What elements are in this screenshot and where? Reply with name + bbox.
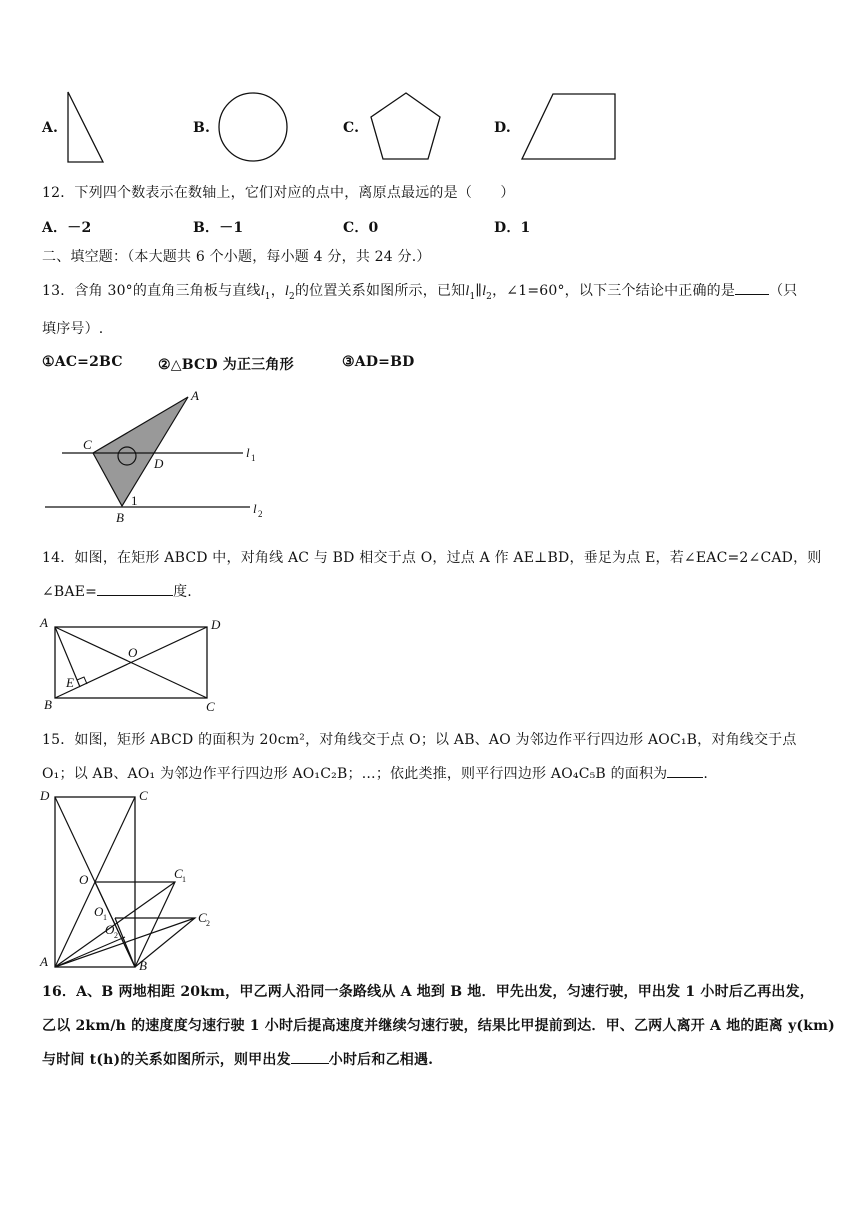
line-l1-symbol: l <box>260 284 265 299</box>
l1-subscript-2: 1 <box>469 291 476 302</box>
label-D: D <box>211 617 221 632</box>
q13-text-part-3: ，∠1=60°，以下三个结论中正确的是 <box>492 283 736 299</box>
label-D: D <box>154 456 164 471</box>
line-l1-symbol-2: l <box>465 284 470 299</box>
question-12-option-a: A．－2 <box>42 220 92 236</box>
label-C2-sub: 2 <box>206 919 210 928</box>
question-12-option-d: D．1 <box>494 220 531 236</box>
answer-blank-16[interactable] <box>291 1051 329 1064</box>
question-12-option-c: C．0 <box>343 220 379 236</box>
q16-text-end: 小时后和乙相遇. <box>328 1052 434 1068</box>
label-l1: l <box>246 445 250 460</box>
option-d-label: D. <box>494 120 511 136</box>
label-C: C <box>206 699 215 714</box>
label-B: B <box>139 958 147 973</box>
q13-comma: ， <box>270 283 285 299</box>
conclusion-3: ③AD=BD <box>342 354 415 370</box>
label-D: D <box>40 788 50 803</box>
conclusion-2: ②△BCD 为正三角形 <box>158 357 294 373</box>
question-12-option-b: B．－1 <box>193 220 244 236</box>
label-1: 1 <box>131 493 138 508</box>
option-c-label: C. <box>343 120 360 136</box>
question-16-line-2: 乙以 2km/h 的速度度匀速行驶 1 小时后提高速度并继续匀速行驶，结果比甲提前到达．甲、乙两人离开 A 地的距离 y(km) <box>42 1018 835 1034</box>
label-E: E <box>66 675 74 690</box>
q14-angle-text: ∠BAE= <box>42 584 98 600</box>
label-O: O <box>128 645 138 660</box>
question-12-stem: 12．下列四个数表示在数轴上，它们对应的点中，离原点最远的是（ ） <box>42 185 515 201</box>
l1-subscript: 1 <box>264 291 271 302</box>
label-O2: O <box>105 922 115 937</box>
label-O1-sub: 1 <box>103 913 107 922</box>
conclusion-1: ①AC=2BC <box>42 354 123 370</box>
question-14-line-1: 14．如图，在矩形 ABCD 中，对角线 AC 与 BD 相交于点 O，过点 A 作 AE⊥BD，垂足为点 E，若∠EAC=2∠CAD，则 <box>42 550 822 566</box>
question-16-line-1: 16．A、B 两地相距 20km，甲乙两人沿同一条路线从 A 地到 B 地．甲先出发，匀速行驶，甲出发 1 小时后乙再出发， <box>42 984 814 1000</box>
question-13-line-2: 填序号）. <box>42 321 104 337</box>
q16-text: 与时间 t(h)的关系如图所示，则甲出发 <box>42 1052 291 1068</box>
section-2-title: 二、填空题：（本大题共 6 个小题，每小题 4 分，共 24 分.） <box>42 249 431 265</box>
q13-text-part-2: 的位置关系如图所示，已知 <box>294 283 466 299</box>
line-l2-symbol-2: l <box>482 284 487 299</box>
option-b-label: B. <box>193 120 211 136</box>
label-A: A <box>191 388 199 403</box>
question-15-line-1: 15．如图，矩形 ABCD 的面积为 20cm²，对角线交于点 O；以 AB、AO 为邻边作平行四边形 AOC₁B，对角线交于点 <box>42 732 797 748</box>
label-C: C <box>139 788 148 803</box>
label-C: C <box>83 437 92 452</box>
label-l1-sub: 1 <box>251 453 256 463</box>
label-l2: l <box>253 501 257 516</box>
label-A: A <box>40 615 48 630</box>
label-A: A <box>40 954 48 969</box>
label-C1: C <box>174 866 183 881</box>
l2-subscript-2: 2 <box>486 291 493 302</box>
label-B: B <box>116 510 124 525</box>
q15-text: O₁；以 AB、AO₁ 为邻边作平行四边形 AO₁C₂B；…；依此类推，则平行四边形 AO₄C₅B 的面积为 <box>42 766 668 782</box>
label-C2: C <box>198 910 207 925</box>
question-16-line-3 <box>42 1049 433 1069</box>
label-O1: O <box>94 904 104 919</box>
q13-text-part: 13．含角 30°的直角三角板与直线 <box>42 283 261 299</box>
line-l2-symbol: l <box>284 284 290 299</box>
label-C1-sub: 1 <box>182 875 186 884</box>
label-B: B <box>44 697 52 712</box>
label-l2-sub: 2 <box>258 509 263 519</box>
label-O2-sub: 2 <box>114 931 118 940</box>
l2-subscript: 2 <box>289 291 295 302</box>
q15-period: . <box>703 766 709 782</box>
option-a-label: A. <box>42 120 59 136</box>
q13-text-end: （只 <box>769 283 798 299</box>
parallel-symbol: ∥ <box>475 283 483 299</box>
label-O: O <box>79 872 89 887</box>
q14-degree-text: 度. <box>173 584 192 600</box>
